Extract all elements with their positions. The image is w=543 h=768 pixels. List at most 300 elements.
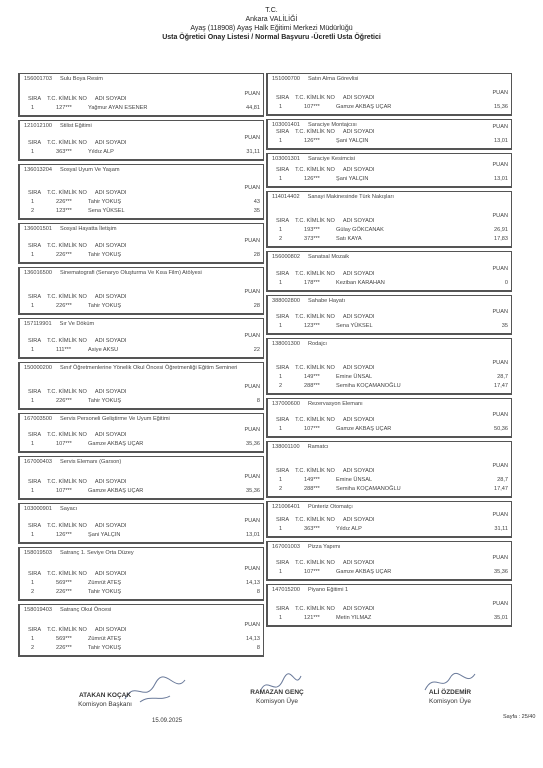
chair-role: Komisyon Başkanı [78,701,132,708]
column-header-sira: SIRA [276,517,290,523]
row-number: 2 [279,486,283,492]
column-header-tc: T.C. KİMLİK NO [47,96,87,102]
course-name: Stilist Eğitimi [60,123,92,129]
course-box [18,503,264,544]
course-box [266,398,512,438]
course-box [18,164,264,220]
column-headers [276,606,382,612]
puan-header: PUAN [492,412,508,418]
header-tc: T.C. [265,7,278,14]
table-row [268,526,508,534]
table-row [20,488,260,496]
full-name: Emine ÜNSAL [336,477,373,483]
column-header-tc: T.C. KİMLİK NO [295,468,335,474]
course-box [18,413,264,453]
tc-number: 178*** [304,280,320,286]
row-number: 1 [31,149,35,155]
course-title [272,76,505,83]
column-header-ad: ADI SOYADI [94,294,127,300]
signature-chair [60,691,150,709]
column-headers [28,523,134,529]
course-box [18,604,264,657]
column-header-ad: ADI SOYADI [94,389,127,395]
column-header-sira: SIRA [28,294,42,300]
table-row [268,280,508,288]
column-header-tc: T.C. KİMLİK NO [295,129,335,135]
course-box [266,251,512,292]
puan-header: PUAN [244,384,260,390]
course-code: 156001703 [24,76,52,82]
column-header-ad: ADI SOYADI [94,523,127,529]
course-name: Satranç Okul Öncesi [60,607,112,613]
puan-header: PUAN [244,474,260,480]
course-title [24,123,257,130]
column-headers [28,96,134,102]
puan-header: PUAN [244,427,260,433]
tc-number: 107*** [304,104,320,110]
column-header-sira: SIRA [276,606,290,612]
full-name: Zümrüt ATEŞ [88,580,122,586]
course-name: Sosyal Hayatta İletişim [60,226,117,232]
tc-number: 226*** [56,252,72,258]
column-header-tc: T.C. KİMLİK NO [47,190,87,196]
row-number: 2 [31,589,35,595]
course-title [272,587,505,594]
table-row [268,477,508,485]
full-name: Emine ÜNSAL [336,374,373,380]
tc-number: 127*** [56,105,72,111]
column-headers [276,517,382,523]
column-header-tc: T.C. KİMLİK NO [295,606,335,612]
tc-number: 226*** [56,589,72,595]
column-header-sira: SIRA [276,129,290,135]
left-course-column [18,73,264,660]
puan-header: PUAN [492,90,508,96]
row-number: 2 [279,383,283,389]
course-title [24,226,257,233]
course-box [266,338,512,395]
puan-header: PUAN [244,135,260,141]
column-header-tc: T.C. KİMLİK NO [47,627,87,633]
course-code: 138001300 [272,341,300,347]
chair-name: ATAKAN KOÇAK [78,692,132,699]
column-header-ad: ADI SOYADI [342,417,375,423]
column-header-sira: SIRA [276,271,290,277]
course-name: Sosyal Uyum Ve Yaşam [60,167,120,173]
row-number: 1 [31,105,35,111]
table-row [268,138,508,146]
score: 28 [253,252,260,258]
row-number: 1 [279,227,283,233]
course-name: Servis Personeli Geliştirme Ve Uyum Eğitimi [60,416,170,422]
course-code: 156000802 [272,254,300,260]
row-number: 1 [31,303,35,309]
course-title [272,122,505,129]
column-header-tc: T.C. KİMLİK NO [47,389,87,395]
column-header-ad: ADI SOYADI [94,243,127,249]
course-title [272,401,505,408]
course-name: Sayacı [60,506,78,512]
row-number: 1 [31,636,35,642]
column-headers [28,571,134,577]
full-name: Şani YALÇIN [88,532,121,538]
full-name: Tahir YOKUŞ [88,645,122,651]
column-header-sira: SIRA [276,365,290,371]
document-date: 15.09.2025 [152,718,183,724]
table-row [268,426,508,434]
tc-number: 226*** [56,645,72,651]
full-name: Semiha KOÇAMANOĞLU [336,383,401,389]
course-code: 388002800 [272,298,300,304]
score: 17,47 [494,486,508,492]
score: 26,91 [494,227,508,233]
full-name: Sena YÜKSEL [336,323,373,329]
score: 13,01 [494,138,508,144]
full-name: Metin YILMAZ [336,615,372,621]
column-headers [28,294,134,300]
column-header-sira: SIRA [276,218,290,224]
score: 35,36 [246,441,260,447]
row-number: 1 [279,615,283,621]
tc-number: 193*** [304,227,320,233]
course-name: Saraciye Montajcısı [308,122,357,128]
column-header-ad: ADI SOYADI [342,167,375,173]
column-headers [276,417,382,423]
course-title [24,416,257,423]
column-header-tc: T.C. KİMLİK NO [295,271,335,277]
column-header-ad: ADI SOYADI [342,129,375,135]
course-title [24,167,257,174]
tc-number: 126*** [304,176,320,182]
column-header-tc: T.C. KİMLİK NO [47,432,87,438]
column-header-tc: T.C. KİMLİK NO [295,95,335,101]
course-code: 121012100 [24,123,52,129]
column-header-sira: SIRA [276,314,290,320]
puan-header: PUAN [244,91,260,97]
row-number: 1 [279,569,283,575]
full-name: Tahir YOKUŞ [88,303,122,309]
course-code: 121006401 [272,504,300,510]
score: 35,36 [494,569,508,575]
column-header-sira: SIRA [276,167,290,173]
course-title [272,194,505,201]
table-row [20,532,260,540]
tc-number: 226*** [56,199,72,205]
row-number: 1 [31,252,35,258]
table-row [20,347,260,355]
puan-header: PUAN [492,512,508,518]
column-headers [276,365,382,371]
full-name: Zümrüt ATEŞ [88,636,122,642]
table-row [268,104,508,112]
member-2-role: Komisyon Üye [429,698,471,705]
column-headers [28,479,134,485]
course-code: 167001003 [272,544,300,550]
full-name: Tahir YOKUŞ [88,252,122,258]
table-row [20,589,260,597]
course-title [24,506,257,513]
course-box [266,119,512,150]
tc-number: 149*** [304,374,320,380]
table-row [268,323,508,331]
column-header-sira: SIRA [28,479,42,485]
full-name: Sena YÜKSEL [88,208,125,214]
course-code: 103001301 [272,156,300,162]
puan-header: PUAN [492,162,508,168]
course-code: 150000200 [24,365,52,371]
column-header-ad: ADI SOYADI [342,218,375,224]
tc-number: 107*** [56,441,72,447]
score: 44,81 [246,105,260,111]
full-name: Gamze AKBAŞ UÇAR [88,441,144,447]
puan-header: PUAN [244,622,260,628]
column-header-ad: ADI SOYADI [342,271,375,277]
row-number: 1 [279,138,283,144]
table-row [268,383,508,391]
course-box [18,318,264,359]
table-row [268,176,508,184]
tc-number: 288*** [304,383,320,389]
column-headers [28,140,134,146]
column-header-tc: T.C. KİMLİK NO [295,560,335,566]
row-number: 1 [31,488,35,494]
tc-number: 123*** [304,323,320,329]
signature-member-1 [232,688,322,706]
table-row [268,236,508,244]
column-header-tc: T.C. KİMLİK NO [47,294,87,300]
full-name: Gamze AKBAŞ UÇAR [336,426,392,432]
column-header-tc: T.C. KİMLİK NO [295,417,335,423]
column-headers [276,95,382,101]
member-1-role: Komisyon Üye [256,698,298,705]
column-headers [28,190,134,196]
right-course-column [266,73,512,630]
puan-header: PUAN [492,213,508,219]
column-headers [28,389,134,395]
tc-number: 226*** [56,398,72,404]
tc-number: 121*** [304,615,320,621]
column-header-sira: SIRA [28,243,42,249]
full-name: Gamze AKBAŞ UÇAR [336,104,392,110]
score: 14,13 [246,636,260,642]
course-title [24,607,257,614]
table-row [20,398,260,406]
score: 0 [504,280,508,286]
course-code: 103001401 [272,122,300,128]
table-row [20,580,260,588]
course-name: Rezervasyon Elemanı [308,401,363,407]
score: 50,36 [494,426,508,432]
table-row [268,374,508,382]
course-box [18,362,264,410]
course-box [266,441,512,498]
column-header-tc: T.C. KİMLİK NO [295,314,335,320]
column-header-ad: ADI SOYADI [94,479,127,485]
tc-number: 107*** [304,426,320,432]
column-header-ad: ADI SOYADI [342,560,375,566]
score: 17,47 [494,383,508,389]
score: 31,11 [494,526,508,532]
table-row [20,441,260,449]
column-headers [276,314,382,320]
column-headers [28,627,134,633]
tc-number: 288*** [304,486,320,492]
score: 8 [256,645,260,651]
row-number: 1 [31,398,35,404]
column-headers [276,468,382,474]
course-name: Pünteriz Otomatçı [308,504,353,510]
course-box [266,584,512,627]
score: 31,11 [246,149,260,155]
puan-header: PUAN [244,518,260,524]
column-headers [28,432,134,438]
course-code: 151000700 [272,76,300,82]
course-name: Sır Ve Döküm [59,321,95,327]
puan-header: PUAN [244,185,260,191]
member-1-name: RAMAZAN GENÇ [250,689,304,696]
table-row [20,636,260,644]
course-box [266,191,512,248]
row-number: 1 [31,441,35,447]
column-header-tc: T.C. KİMLİK NO [295,218,335,224]
column-header-sira: SIRA [276,417,290,423]
score: 8 [256,589,260,595]
course-code: 136013204 [24,167,52,173]
column-header-ad: ADI SOYADI [94,140,127,146]
tc-number: 107*** [304,569,320,575]
column-header-tc: T.C. KİMLİK NO [295,517,335,523]
row-number: 2 [31,208,35,214]
table-row [268,569,508,577]
row-number: 1 [31,199,35,205]
column-header-ad: ADI SOYADI [94,338,127,344]
course-name: Saraciye Kesimcisi [308,156,355,162]
puan-header: PUAN [492,463,508,469]
puan-header: PUAN [244,238,260,244]
column-header-ad: ADI SOYADI [94,96,127,102]
score: 13,01 [246,532,260,538]
puan-header: PUAN [492,266,508,272]
column-header-tc: T.C. KİMLİK NO [295,365,335,371]
column-header-ad: ADI SOYADI [342,314,375,320]
course-name: Rodajcı [308,341,327,347]
course-code: 138001100 [272,444,300,450]
table-row [20,149,260,157]
score: 35,01 [494,615,508,621]
header-list-title: Usta Öğretici Onay Listesi / Normal Başvuru -Ücretli Usta Öğretici [162,34,381,41]
column-header-ad: ADI SOYADI [342,365,375,371]
column-header-tc: T.C. KİMLİK NO [47,571,87,577]
course-box [266,541,512,581]
column-header-ad: ADI SOYADI [94,571,127,577]
table-row [20,208,260,216]
full-name: Yıldız ALP [336,526,362,532]
tc-number: 226*** [56,303,72,309]
course-code: 103000901 [24,506,52,512]
tc-number: 569*** [56,580,72,586]
column-header-tc: T.C. KİMLİK NO [47,479,87,485]
column-header-sira: SIRA [276,560,290,566]
column-headers [276,218,382,224]
tc-number: 111*** [56,347,72,353]
score: 17,83 [494,236,508,242]
score: 8 [256,398,260,404]
puan-header: PUAN [244,566,260,572]
course-name: Sahabe Hayatı [308,298,346,304]
column-header-ad: ADI SOYADI [94,432,127,438]
full-name: Yıldız ALP [88,149,114,155]
course-name: Servis Elemanı (Garson) [60,459,122,465]
score: 35 [253,208,260,214]
course-code: 136016500 [24,270,52,276]
puan-header: PUAN [492,360,508,366]
course-code: 147015200 [272,587,300,593]
full-name: Şani YALÇIN [336,138,369,144]
score: 14,13 [246,580,260,586]
column-header-ad: ADI SOYADI [342,95,375,101]
course-title [24,321,257,328]
tc-number: 149*** [304,477,320,483]
score: 15,36 [494,104,508,110]
full-name: Şani YALÇIN [336,176,369,182]
document-header [0,6,543,42]
header-governorship: Ankara VALİLİĞİ [245,16,298,23]
course-name: Sinematografi (Senaryo Oluşturma Ve Kısa Film) Atölyesi [60,270,202,276]
course-name: Satranç 1. Seviye Orta Düzey [60,550,134,556]
page-number: Sayfa : 25/40 [503,714,536,720]
table-row [268,486,508,494]
column-header-ad: ADI SOYADI [342,606,375,612]
course-code: 137000600 [272,401,300,407]
full-name: Gamze AKBAŞ UÇAR [336,569,392,575]
column-header-sira: SIRA [28,190,42,196]
course-box [18,456,264,500]
column-header-sira: SIRA [276,95,290,101]
column-headers [28,243,134,249]
puan-header: PUAN [492,555,508,561]
tc-number: 363*** [304,526,320,532]
score: 43 [253,199,260,205]
row-number: 1 [279,323,283,329]
full-name: Gülay GÖKCANAK [336,227,384,233]
signature-member-2 [405,688,495,706]
course-name: Pizza Yapımı [308,544,341,550]
course-title [24,270,257,277]
column-headers [28,338,134,344]
row-number: 1 [279,176,283,182]
column-header-sira: SIRA [28,432,42,438]
full-name: Tahir YOKUŞ [88,398,122,404]
full-name: Gamze AKBAŞ UÇAR [88,488,144,494]
puan-header: PUAN [492,309,508,315]
tc-number: 126*** [304,138,320,144]
column-header-sira: SIRA [28,389,42,395]
column-headers [276,129,382,135]
course-name: Satın Alma Görevlisi [308,76,359,82]
course-title [24,365,257,372]
course-box [266,295,512,335]
column-header-sira: SIRA [28,523,42,529]
row-number: 1 [279,426,283,432]
column-headers [276,271,382,277]
row-number: 1 [279,477,283,483]
course-title [272,444,505,451]
full-name: Asiye AKSU [88,347,119,353]
row-number: 2 [279,236,283,242]
course-box [266,73,512,116]
column-header-tc: T.C. KİMLİK NO [47,140,87,146]
course-box [18,73,264,117]
